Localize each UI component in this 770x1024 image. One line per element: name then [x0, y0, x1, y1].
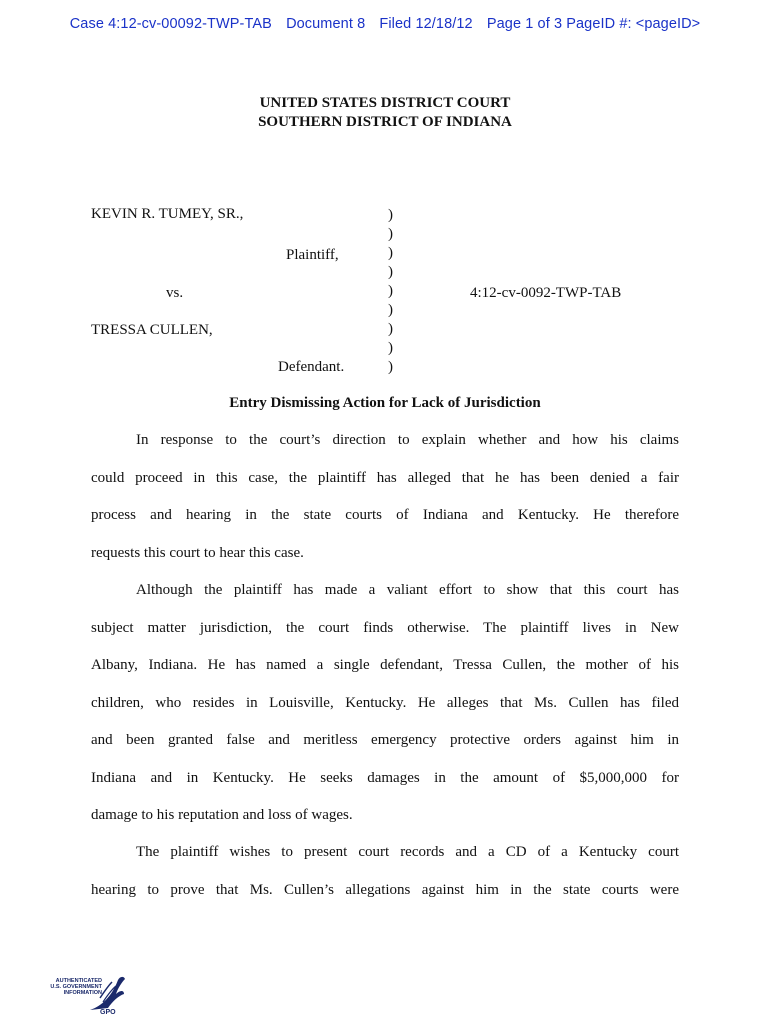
paragraph-line: In response to the court’s direction to explain whether and how his claims: [136, 432, 679, 448]
gpo-seal-line: INFORMATION: [63, 990, 102, 996]
gpo-seal-line: U.S. GOVERNMENT: [50, 984, 102, 990]
caption-paren: ): [388, 359, 393, 375]
paragraph-line: damage to his reputation and loss of wages.: [91, 807, 353, 823]
versus-label: vs.: [166, 285, 184, 301]
court-name: [0, 94, 770, 132]
entry-title: Entry Dismissing Action for Lack of Jurisdiction: [229, 395, 541, 411]
paragraph-line: Indiana and in Kentucky. He seeks damages in the amount of $5,000,000 for: [91, 769, 679, 786]
defendant-label: Defendant.: [278, 359, 345, 375]
caption-paren: ): [388, 302, 393, 318]
caption-paren: ): [388, 226, 393, 242]
plaintiff-name: KEVIN R. TUMEY, SR.,: [91, 206, 244, 222]
caption-paren: ): [388, 245, 393, 261]
caption-paren: ): [388, 283, 393, 299]
document-number: Document 8: [286, 16, 366, 32]
caption-paren: ): [388, 340, 393, 356]
gpo-seal-line: AUTHENTICATED: [55, 978, 102, 984]
court-line-1: UNITED STATES DISTRICT COURT: [259, 95, 511, 111]
caption-paren: ): [388, 207, 393, 223]
paragraph-line: The plaintiff wishes to present court records and a CD of a Kentucky court: [136, 844, 679, 860]
paragraph-line: and been granted false and meritless emergency protective orders against him in: [91, 732, 679, 748]
paragraph-1: [91, 422, 679, 572]
gpo-authentication-seal: [40, 972, 130, 1016]
plaintiff-label: Plaintiff,: [286, 247, 339, 263]
case-number-header: Case 4:12-cv-00092-TWP-TAB: [69, 16, 272, 32]
paragraph-line: subject matter jurisdiction, the court finds otherwise. The plaintiff lives in New: [91, 619, 679, 636]
filed-date: Filed 12/18/12: [379, 16, 473, 32]
gpo-mark-text: GPO: [100, 1009, 116, 1016]
paragraph-line: process and hearing in the state courts of Indiana and Kentucky. He therefore: [91, 507, 679, 523]
caption-parentheses: [388, 206, 393, 377]
paragraph-line: Although the plaintiff has made a valiant effort to show that this court has: [136, 582, 679, 598]
paragraph-line: requests this court to hear this case.: [91, 544, 304, 561]
paragraph-line: children, who resides in Louisville, Kentucky. He alleges that Ms. Cullen has filed: [91, 694, 679, 711]
paragraph-3: [91, 834, 679, 909]
paragraph-line: Albany, Indiana. He has named a single defendant, Tressa Cullen, the mother of his: [91, 657, 679, 673]
caption-paren: ): [388, 264, 393, 280]
filing-header: [0, 16, 770, 32]
defendant-name: TRESSA CULLEN,: [91, 322, 213, 338]
paragraph-2: [91, 572, 679, 835]
case-number: 4:12-cv-0092-TWP-TAB: [470, 285, 622, 301]
gpo-eagle-icon: [82, 972, 128, 1016]
court-line-2: SOUTHERN DISTRICT OF INDIANA: [258, 114, 512, 130]
paragraph-line: could proceed in this case, the plaintiff has alleged that he has been denied a fair: [91, 469, 679, 486]
caption-paren: ): [388, 321, 393, 337]
page-info: Page 1 of 3 PageID #: <pageID>: [486, 16, 701, 32]
paragraph-line: hearing to prove that Ms. Cullen’s allegations against him in the state courts were: [91, 881, 679, 898]
